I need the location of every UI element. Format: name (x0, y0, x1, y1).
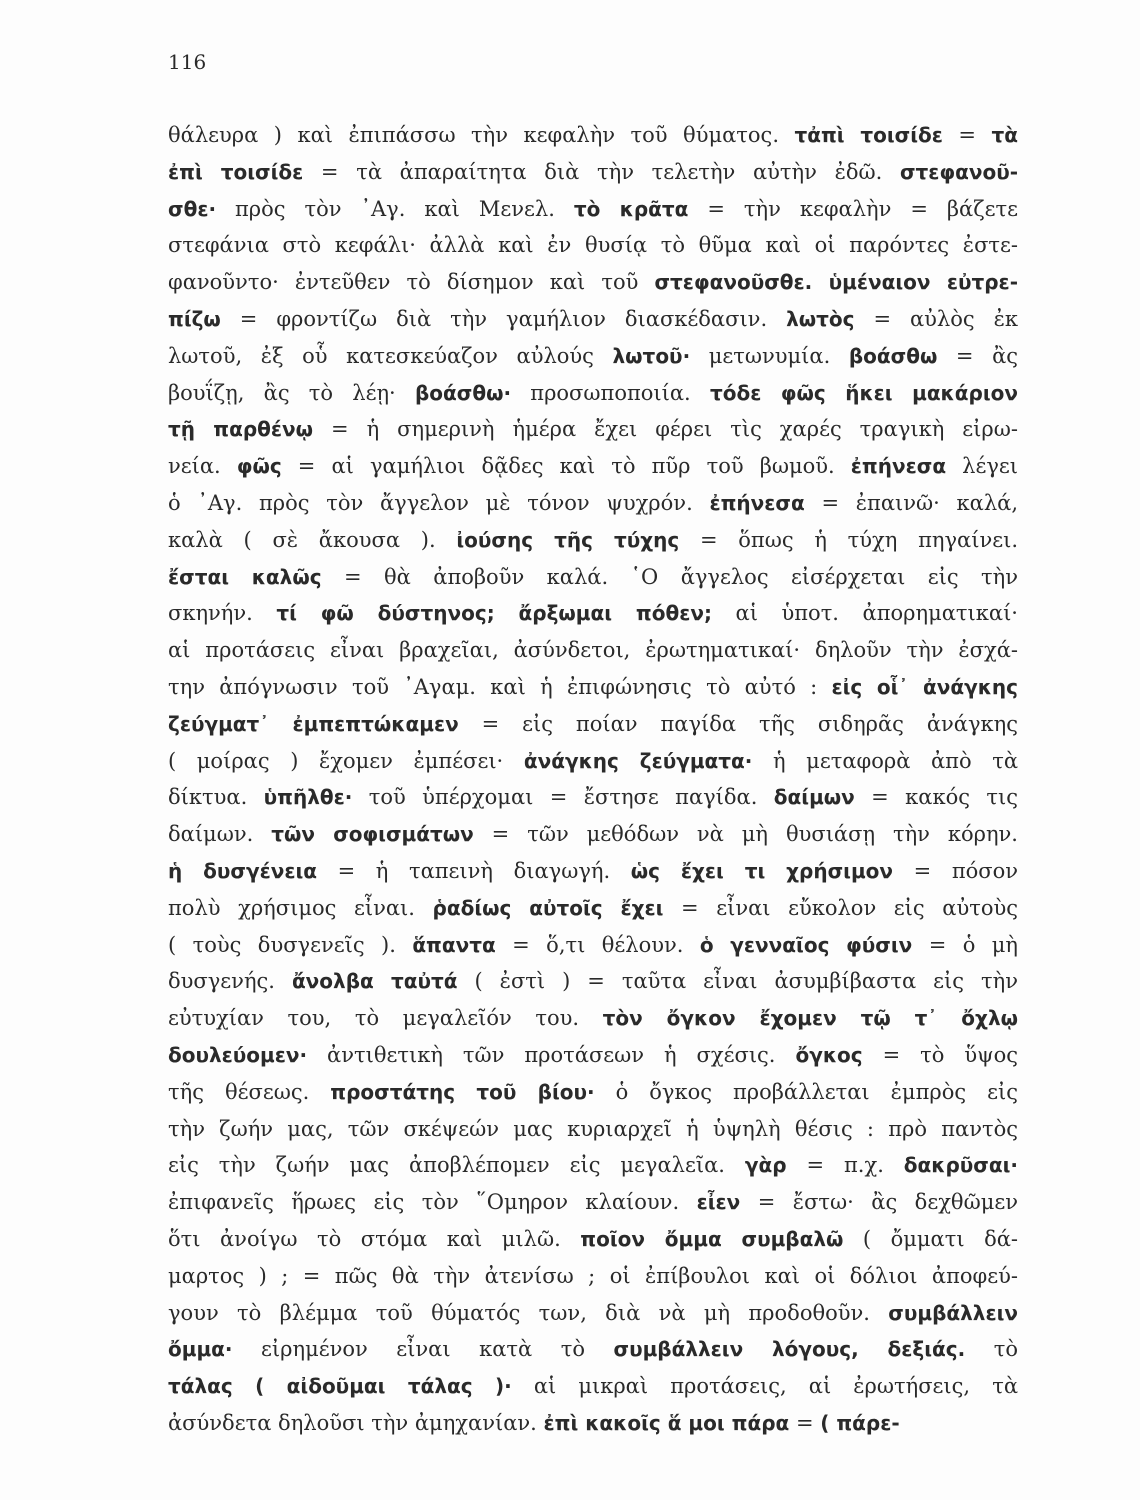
lemma-term: δουλεύομεν· (168, 1042, 308, 1067)
commentary-segment: νεία. (168, 454, 237, 479)
commentary-segment: την ἀπόγνωσιν τοῦ ᾿Αγαμ. καὶ ἡ ἐπιφώνησις τὸ αὐτό : (168, 674, 832, 699)
commentary-segment: = π.χ. (786, 1153, 904, 1178)
text-line (168, 1221, 1018, 1258)
text-line (168, 411, 1018, 448)
lemma-term: γὰρ (744, 1153, 787, 1178)
commentary-segment: λωτοῦ, ἐξ οὗ κατεσκεύαζον αὐλούς (168, 343, 613, 368)
commentary-segment: ὁ ὄγκος προβάλλεται ἐμπρὸς εἰς (594, 1079, 1018, 1104)
text-line (168, 1000, 1018, 1037)
lemma-term: πίζω (168, 306, 221, 331)
lemma-term: δαίμων (773, 785, 855, 810)
commentary-segment: βουΐζῃ, ἂς τὸ λέῃ· (168, 380, 415, 405)
commentary-segment: = φροντίζω διὰ τὴν γαμήλιον διασκέδασιν. (220, 306, 787, 331)
commentary-segment: = (789, 1410, 821, 1435)
commentary-segment: τῆς θέσεως. (168, 1079, 331, 1104)
lemma-term: φῶς (236, 454, 282, 479)
commentary-segment: λέγει (946, 454, 1018, 479)
commentary-segment: δαίμων. (168, 822, 272, 847)
lemma-term: ὄγκος (795, 1042, 863, 1067)
commentary-segment: = αἱ γαμήλιοι δᾷδες καὶ τὸ πῦρ τοῦ βωμοῦ. (281, 454, 851, 479)
text-line (168, 743, 1018, 780)
lemma-term: προστάτης τοῦ βίου· (330, 1079, 595, 1104)
commentary-segment: = ὅπως ἡ τύχη πηγαίνει. (679, 527, 1018, 552)
commentary-segment: εἰς τὴν ζωήν μας ἀποβλέπομεν εἰς μεγαλεῖα. (168, 1153, 745, 1178)
lemma-term: ( πάρε- (820, 1410, 900, 1435)
lemma-term: ὡς ἔχει τι χρήσιμον (630, 858, 894, 883)
text-line (168, 1295, 1018, 1332)
lemma-term: ἐπὶ τοισίδε (168, 159, 304, 184)
commentary-segment: = ἐπαινῶ· καλά, (804, 490, 1018, 515)
text-line (168, 227, 1018, 264)
commentary-segment: = ἔστω· ἂς δεχθῶμεν (740, 1190, 1018, 1215)
commentary-segment: θάλευρα ) καὶ ἐπιπάσσω τὴν κεφαλὴν τοῦ θύματος. (168, 123, 795, 147)
text-line (168, 191, 1018, 228)
commentary-segment: = (942, 123, 992, 147)
commentary-segment: = αὐλὸς ἐκ (854, 306, 1018, 331)
commentary-segment: τὸ (965, 1337, 1018, 1362)
lemma-term: ὄμμα· (168, 1337, 233, 1362)
commentary-segment: πολὺ χρήσιμος εἶναι. (168, 895, 433, 920)
lemma-term: βοάσθω (848, 343, 938, 368)
commentary-segment: αἱ ὑποτ. ἀπορηματικαί· (711, 601, 1018, 626)
text-line (168, 1037, 1018, 1074)
lemma-term: ζεύγματ᾿ ἐμπεπτώκαμεν (168, 711, 459, 736)
commentary-segment: = ὅ,τι θέλουν. (495, 932, 700, 957)
commentary-segment: καλὰ ( σὲ ἄκουσα ). (168, 527, 457, 552)
lemma-term: τἀπὶ τοισίδε (794, 123, 943, 147)
commentary-segment: δυσγενής. (168, 969, 292, 994)
text-line (168, 1184, 1018, 1221)
text-line (168, 1368, 1018, 1405)
text-line (168, 963, 1018, 1000)
text-line (168, 448, 1018, 485)
commentary-segment: μαρτος ) ; = πῶς θὰ τὴν ἀτενίσω ; οἱ ἐπίβουλοι καὶ οἱ δόλιοι ἀποφεύ- (168, 1263, 1018, 1288)
lemma-term: τόδε φῶς ἥκει μακάριον (709, 380, 1018, 405)
text-line (168, 1147, 1018, 1184)
commentary-segment: προσωποποιία. (511, 380, 710, 405)
commentary-segment: τὴν ζωήν μας, τῶν σκέψεών μας κυριαρχεῖ ἡ ὑψηλὴ θέσις : πρὸ παντὸς (168, 1116, 1018, 1141)
page-number: 116 (168, 50, 207, 74)
text-line (168, 117, 1018, 154)
text-line (168, 890, 1018, 927)
text-line (168, 338, 1018, 375)
commentary-segment: ( ὄμματι δά- (843, 1226, 1018, 1251)
lemma-term: εἶεν (696, 1190, 741, 1215)
lemma-term: ὁ γενναῖος φύσιν (699, 932, 913, 957)
commentary-segment: εὐτυχίαν του, τὸ μεγαλεῖόν του. (168, 1006, 603, 1031)
lemma-term: συμβάλλειν (888, 1300, 1018, 1325)
lemma-term: δακρῦσαι· (903, 1153, 1018, 1178)
text-line (168, 669, 1018, 706)
lemma-term: στεφανοῦ- (899, 159, 1018, 184)
commentary-segment: αἱ μικραὶ προτάσεις, αἱ ἐρωτήσεις, τὰ (511, 1374, 1018, 1399)
commentary-segment: ( τοὺς δυσγενεῖς ). (168, 932, 413, 957)
commentary-segment: δίκτυα. (168, 785, 264, 810)
lemma-term: συμβάλλειν λόγους, δεξιάς. (613, 1337, 966, 1362)
commentary-segment: ὁ ᾿Αγ. πρὸς τὸν ἄγγελον μὲ τόνον ψυχρόν. (168, 490, 710, 515)
text-line (168, 853, 1018, 890)
text-line (168, 485, 1018, 522)
commentary-segment: = τῶν μεθόδων νὰ μὴ θυσιάσῃ τὴν κόρην. (473, 822, 1018, 847)
commentary-segment: = ἡ ταπεινὴ διαγωγή. (317, 858, 631, 883)
lemma-term: ῥαδίως αὐτοῖς ἔχει (432, 895, 664, 920)
commentary-segment: = εἶναι εὔκολον εἰς αὐτοὺς (663, 895, 1018, 920)
commentary-segment: = ἂς (937, 343, 1018, 368)
text-line (168, 375, 1018, 412)
text-line (168, 154, 1018, 191)
commentary-segment: στεφάνια στὸ κεφάλι· ἀλλὰ καὶ ἐν θυσίᾳ τὸ θῦμα καὶ οἱ παρόντες ἐστε- (168, 233, 1018, 258)
text-line (168, 559, 1018, 596)
text-line (168, 264, 1018, 301)
lemma-term: ἰούσης τῆς τύχης (456, 527, 680, 552)
lemma-term: σθε· (168, 196, 217, 221)
text-line (168, 706, 1018, 743)
text-line (168, 816, 1018, 853)
text-line (168, 1405, 1018, 1442)
lemma-term: ἄνολβα ταὐτά (291, 969, 458, 994)
commentary-segment: εἰρημένον εἶναι κατὰ τὸ (232, 1337, 614, 1362)
lemma-term: στεφανοῦσθε. ὑμέναιον εὐτρε- (654, 270, 1018, 295)
lemma-term: ἀνάγκης ζεύγματα· (523, 748, 753, 773)
lemma-term: τὸ κρᾶτα (573, 196, 689, 221)
commentary-segment: μετωνυμία. (690, 343, 849, 368)
commentary-segment: ( μοίρας ) ἔχομεν ἐμπέσει· (168, 748, 524, 773)
commentary-segment: ( ἐστὶ ) = ταῦτα εἶναι ἀσυμβίβαστα εἰς τὴν (457, 969, 1018, 994)
commentary-segment: ὅτι ἀνοίγω τὸ στόμα καὶ μιλῶ. (168, 1226, 581, 1251)
lemma-term: τὸν ὄγκον ἔχομεν τῷ τ᾿ ὄχλῳ (602, 1006, 1018, 1031)
commentary-segment: γουν τὸ βλέμμα τοῦ θύματός των, διὰ νὰ μὴ προδοθοῦν. (168, 1300, 889, 1325)
text-line (168, 632, 1018, 669)
commentary-segment: ἀντιθετικὴ τῶν προτάσεων ἡ σχέσις. (307, 1042, 796, 1067)
commentary-segment: = θὰ ἀποβοῦν καλά. ῾Ο ἄγγελος εἰσέρχεται εἰς τὴν (321, 564, 1018, 589)
lemma-term: ἅπαντα (412, 932, 496, 957)
lemma-term: ἐπὶ κακοῖς ἅ μοι πάρα (543, 1410, 790, 1435)
commentary-segment: = πόσον (893, 858, 1018, 883)
lemma-term: ἐπήνεσα (709, 490, 805, 515)
lemma-term: τὰ (991, 123, 1018, 147)
lemma-term: τῶν σοφισμάτων (271, 822, 474, 847)
commentary-segment: = τὸ ὕψος (862, 1042, 1018, 1067)
lemma-term: ἔσται καλῶς (168, 564, 322, 589)
lemma-term: βοάσθω· (414, 380, 512, 405)
lemma-term: λωτὸς (786, 306, 855, 331)
text-line (168, 1258, 1018, 1295)
commentary-segment: = τὴν κεφαλὴν = βάζετε (688, 196, 1018, 221)
commentary-segment: = κακός τις (854, 785, 1018, 810)
commentary-segment: φανοῦντο· ἐντεῦθεν τὸ δίσημον καὶ τοῦ (168, 270, 655, 295)
commentary-segment: ἐπιφανεῖς ἥρωες εἰς τὸν ῞Ομηρον κλαίουν. (168, 1190, 697, 1215)
text-line (168, 301, 1018, 338)
text-line (168, 927, 1018, 964)
commentary-segment: = ἡ σημερινὴ ἡμέρα ἔχει φέρει τὶς χαρές τραγικὴ εἰρω- (313, 417, 1018, 442)
text-line (168, 522, 1018, 559)
lemma-term: τῇ παρθένῳ (168, 417, 314, 442)
commentary-segment: = τὰ ἀπαραίτητα διὰ τὴν τελετὴν αὐτὴν ἐδῶ. (303, 159, 900, 184)
text-line (168, 1074, 1018, 1111)
commentary-segment: σκηνήν. (168, 601, 277, 626)
commentary-segment: πρὸς τὸν ᾿Αγ. καὶ Μενελ. (216, 196, 574, 221)
text-line (168, 595, 1018, 632)
lemma-term: ποῖον ὄμμα συμβαλῶ (580, 1226, 844, 1251)
lemma-term: εἰς οἷ᾿ ἀνάγκης (831, 674, 1018, 699)
text-line (168, 1331, 1018, 1368)
commentary-text (168, 117, 1018, 1442)
lemma-term: ἐπήνεσα (850, 454, 947, 479)
lemma-term: λωτοῦ· (612, 343, 691, 368)
text-line (168, 779, 1018, 816)
commentary-segment: = ὁ μὴ (912, 932, 1018, 957)
lemma-term: τάλας ( αἰδοῦμαι τάλας )· (168, 1374, 512, 1399)
commentary-segment: ἀσύνδετα δηλοῦσι τὴν ἀμηχανίαν. (168, 1410, 544, 1435)
lemma-term: ὑπῆλθε· (263, 785, 353, 810)
text-line (168, 1111, 1018, 1148)
commentary-segment: αἱ προτάσεις εἶναι βραχεῖαι, ἀσύνδετοι, ἐρωτηματικαί· δηλοῦν τὴν ἐσχά- (168, 638, 1018, 663)
commentary-segment: τοῦ ὑπέρχομαι = ἔστησε παγίδα. (352, 785, 774, 810)
commentary-segment: ἡ μεταφορὰ ἀπὸ τὰ (752, 748, 1018, 773)
lemma-term: τί φῶ δύστηνος; ἄρξωμαι πόθεν; (276, 601, 712, 626)
commentary-segment: = εἰς ποίαν παγίδα τῆς σιδηρᾶς ἀνάγκης (458, 711, 1018, 736)
lemma-term: ἡ δυσγένεια (168, 858, 317, 883)
